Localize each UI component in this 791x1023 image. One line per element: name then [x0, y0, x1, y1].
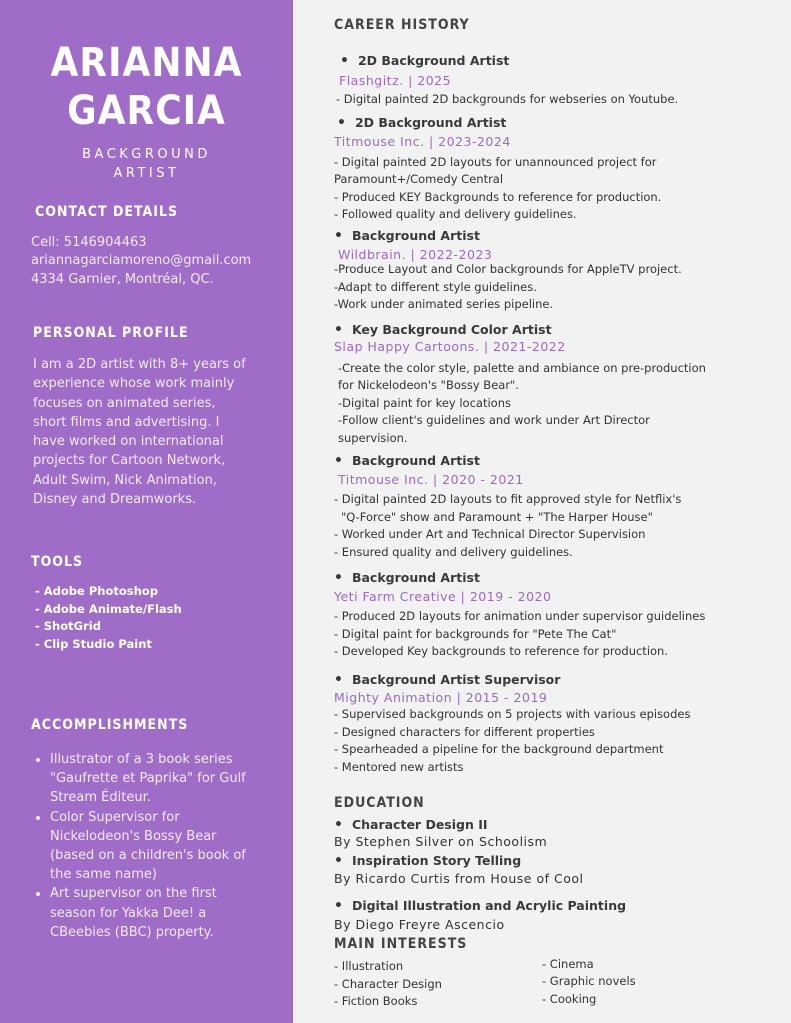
job-title: • Background Artist: [334, 570, 480, 586]
accomplishment-item: • Color Supervisor for Nickelodeon's Bossy Bear (based on a children's book of the same name): [50, 808, 255, 885]
accomplishments-heading: ACCOMPLISHMENTS: [31, 717, 189, 733]
job-title: • Background Artist: [334, 453, 480, 469]
contact-email[interactable]: ariannagarciamoreno@gmail.com: [31, 253, 252, 268]
job-title: • Key Background Color Artist: [334, 322, 552, 338]
job-company: Flashgitz. | 2025: [339, 73, 452, 88]
job-company: Mighty Animation | 2015 - 2019: [334, 690, 548, 705]
job-line: - Designed characters for different properties: [334, 725, 595, 739]
job-line: -Work under animated series pipeline.: [334, 297, 554, 311]
job-line: supervision.: [338, 431, 408, 445]
tool-item: - Adobe Animate/Flash: [35, 602, 182, 616]
name-first: ARIANNA: [50, 40, 243, 86]
job-title: • Background Artist Supervisor: [334, 672, 561, 688]
job-title: • Background Artist: [334, 228, 480, 244]
interest-item: - Illustration: [334, 959, 404, 973]
job-line: -Adapt to different style guidelines.: [334, 280, 537, 294]
job-line: Paramount+/Comedy Central: [334, 172, 504, 186]
job-line: - Supervised backgrounds on 5 projects with various episodes: [334, 707, 691, 721]
tool-item: - ShotGrid: [35, 619, 101, 633]
job-line: - Followed quality and delivery guidelines.: [334, 207, 577, 221]
accomplishments-list: [30, 750, 255, 942]
career-heading: CAREER HISTORY: [334, 17, 470, 33]
education-title: • Digital Illustration and Acrylic Painting: [334, 898, 627, 914]
tool-item: - Clip Studio Paint: [35, 637, 152, 651]
job-title: • 2D Background Artist: [337, 115, 507, 131]
sidebar: [0, 0, 293, 1023]
job-line: - Worked under Art and Technical Director Supervision: [334, 527, 646, 541]
education-title: • Character Design II: [334, 817, 488, 833]
job-company: Slap Happy Cartoons. | 2021-2022: [334, 339, 566, 354]
job-line: -Digital paint for key locations: [338, 396, 511, 410]
job-line: -Create the color style, palette and ambiance on pre-production: [338, 361, 706, 375]
interests-heading: MAIN INTERESTS: [334, 936, 468, 952]
accomplishment-item: • Art supervisor on the first season for Yakka Dee! a CBeebies (BBC) property.: [50, 884, 255, 942]
contact-address: 4334 Garnier, Montréal, QC.: [31, 272, 214, 287]
education-provider: By Stephen Silver on Schoolism: [334, 834, 548, 849]
job-line: -Produce Layout and Color backgrounds for AppleTV project.: [334, 262, 682, 276]
interest-item: - Fiction Books: [334, 994, 418, 1008]
job-company: Wildbrain. | 2022-2023: [338, 247, 493, 262]
name-last: GARCIA: [67, 88, 226, 134]
tool-item: - Adobe Photoshop: [35, 584, 158, 598]
job-line: - Mentored new artists: [334, 760, 464, 774]
job-title: • 2D Background Artist: [340, 53, 510, 69]
contact-heading: CONTACT DETAILS: [35, 204, 179, 220]
education-title: • Inspiration Story Telling: [334, 853, 522, 869]
job-line: - Digital paint for backgrounds for "Pete The Cat": [334, 627, 617, 641]
profile-text: I am a 2D artist with 8+ years of experience whose work mainly focuses on animated series, short films and advertising. I have worked on international projects for Cartoon Network, Adult Swim, Nick Animation, Disney and Dreamworks.: [33, 357, 246, 508]
interest-item: - Character Design: [334, 977, 442, 991]
job-company: Yeti Farm Creative | 2019 - 2020: [334, 589, 552, 604]
tools-heading: TOOLS: [31, 554, 84, 570]
profile-heading: PERSONAL PROFILE: [33, 325, 189, 341]
job-line: - Digital painted 2D backgrounds for webseries on Youtube.: [336, 92, 679, 106]
job-line: - Digital painted 2D layouts for unannounced project for: [334, 155, 657, 169]
interest-item: - Cooking: [542, 992, 597, 1006]
role-line-1: BACKGROUND: [82, 147, 211, 162]
education-provider: By Ricardo Curtis from House of Cool: [334, 871, 584, 886]
education-provider: By Diego Freyre Ascencio: [334, 917, 505, 932]
job-line: -Follow client's guidelines and work under Art Director: [338, 413, 650, 427]
interest-item: - Cinema: [542, 957, 594, 971]
education-heading: EDUCATION: [334, 795, 425, 811]
job-company: Titmouse Inc. | 2023-2024: [334, 134, 511, 149]
job-line: for Nickelodeon's "Bossy Bear".: [338, 378, 519, 392]
job-line: - Developed Key backgrounds to reference for production.: [334, 644, 668, 658]
job-line: - Digital painted 2D layouts to fit approved style for Netflix's: [334, 492, 682, 506]
job-line: - Produced KEY Backgrounds to reference for production.: [334, 190, 662, 204]
interest-item: - Graphic novels: [542, 974, 636, 988]
role-line-2: ARTIST: [113, 166, 180, 181]
job-line: - Ensured quality and delivery guidelines.: [334, 545, 573, 559]
job-line: - Produced 2D layouts for animation under supervisor guidelines: [334, 609, 706, 623]
job-line: - Spearheaded a pipeline for the background department: [334, 742, 664, 756]
contact-cell: Cell: 5146904463: [31, 235, 147, 250]
job-company: Titmouse Inc. | 2020 - 2021: [338, 472, 524, 487]
accomplishment-item: • Illustrator of a 3 book series "Gaufrette et Paprika" for Gulf Stream Éditeur.: [50, 750, 255, 808]
main-column: [293, 0, 791, 1023]
job-line: "Q-Force" show and Paramount + "The Harper House": [341, 510, 653, 524]
